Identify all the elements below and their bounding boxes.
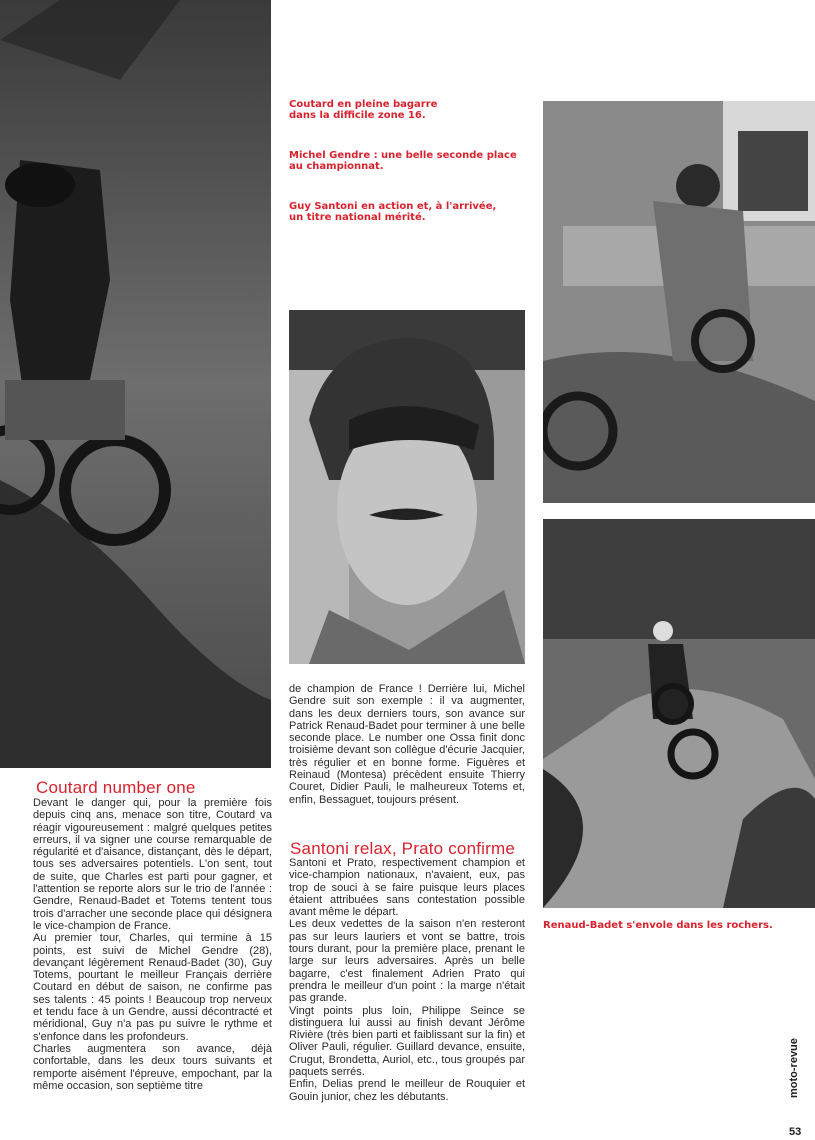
- heading-santoni-relax: Santoni relax, Prato confirme: [290, 839, 516, 858]
- caption-santoni: Guy Santoni en action et, à l'arrivée, un titre national mérité.: [289, 201, 497, 223]
- paragraph: Santoni et Prato, respectivement champion et vice-champion nationaux, n'avaient, eux, pas trop de souci à se faire puisque leurs places étaient attribuées sans contestation possible avant même le départ.: [289, 857, 525, 919]
- article-middle-column-bottom: [289, 857, 525, 1103]
- paragraph: de champion de France ! Derrière lui, Michel Gendre suit son exemple : il va augmenter, dans les deux derniers tours, son avance sur Patrick Renaud-Badet pour terminer à une belle seconde place. Le number one Ossa finit donc troisième devant son collègue d'écurie Jacquier, très régulier et en bonne forme. Figuères et Reinaud (Montesa) précèdent ensuite Thierry Couret, Didier Pauli, le malheureux Totems et, enfin, Bessaguet, toujours présent.: [289, 683, 525, 806]
- photo-coutard-rider: [0, 0, 271, 768]
- paragraph: Au premier tour, Charles, qui termine à 15 points, est suivi de Michel Gendre (28), devançant légèrement Renaud-Badet (30), Guy Totems, pourtant le meilleur Français derrière Coutard en début de saison, ne confirme pas ses talents : 45 points ! Beaucoup trop nerveux et tendu face à un Gendre, aussi décontracté et méridional, Guy n'a pas pu suivre le rythme et s'enfonce dans les profondeurs.: [33, 932, 272, 1043]
- caption-gendre: Michel Gendre : une belle seconde place au championnat.: [289, 150, 517, 172]
- photo-santoni-portrait: [289, 310, 525, 664]
- photo-gendre-rider: [543, 101, 815, 503]
- caption-coutard: Coutard en pleine bagarre dans la difficile zone 16.: [289, 99, 438, 121]
- paragraph: Les deux vedettes de la saison n'en resteront pas sur leurs lauriers et vont se battre, trois tours durant, pour la première place, prenant le large sur leurs adversaires. Après un belle bagarre, c'est finalement Adrien Prato qui prendra le meilleur d'un point : la marge n'était pas grande.: [289, 918, 525, 1005]
- heading-coutard-number-one: Coutard number one: [36, 778, 196, 797]
- paragraph: Charles augmentera son avance, déjà confortable, dans les deux tours suivants et remporte aisément l'épreuve, empochant, par la même occasion, son septième titre: [33, 1042, 272, 1092]
- paragraph: Vingt points plus loin, Philippe Seince se distinguera lui aussi au finish devant Jérôme Rivière (très bien parti et faiblissant sur la fin) et Oliver Pauli, régulier. Guillard devance, ensuite, Crugut, Brondetta, Auriol, etc., tous groupés par paquets serrés.: [289, 1004, 525, 1079]
- paragraph: Enfin, Delias prend le meilleur de Rouquier et Gouin junior, chez les débutants.: [289, 1078, 525, 1103]
- page-number: 53: [789, 1126, 802, 1138]
- photo-renaud-badet-rider: [543, 519, 815, 908]
- magazine-name: moto-revue: [788, 1038, 800, 1098]
- paragraph: Devant le danger qui, pour la première fois depuis cinq ans, menace son titre, Coutard va réagir vigoureusement : malgré quelques petites erreurs, il va signer une course remarquable de régularité et d'aisance, distançant, dès le départ, tous ses adversaires potentiels. L'on sent, tout de suite, que Charles est parti pour gagner, et l'attention se reporte alors sur le trio de l'année : Gendre, Renaud-Badet et Totems tentent tous trois d'arracher une seconde place qui désignera le vice-champion de France.: [33, 797, 272, 932]
- article-middle-column-top: [289, 683, 525, 806]
- caption-renaud-badet: Renaud-Badet s'envole dans les rochers.: [543, 920, 773, 931]
- article-left-column: [33, 797, 272, 1092]
